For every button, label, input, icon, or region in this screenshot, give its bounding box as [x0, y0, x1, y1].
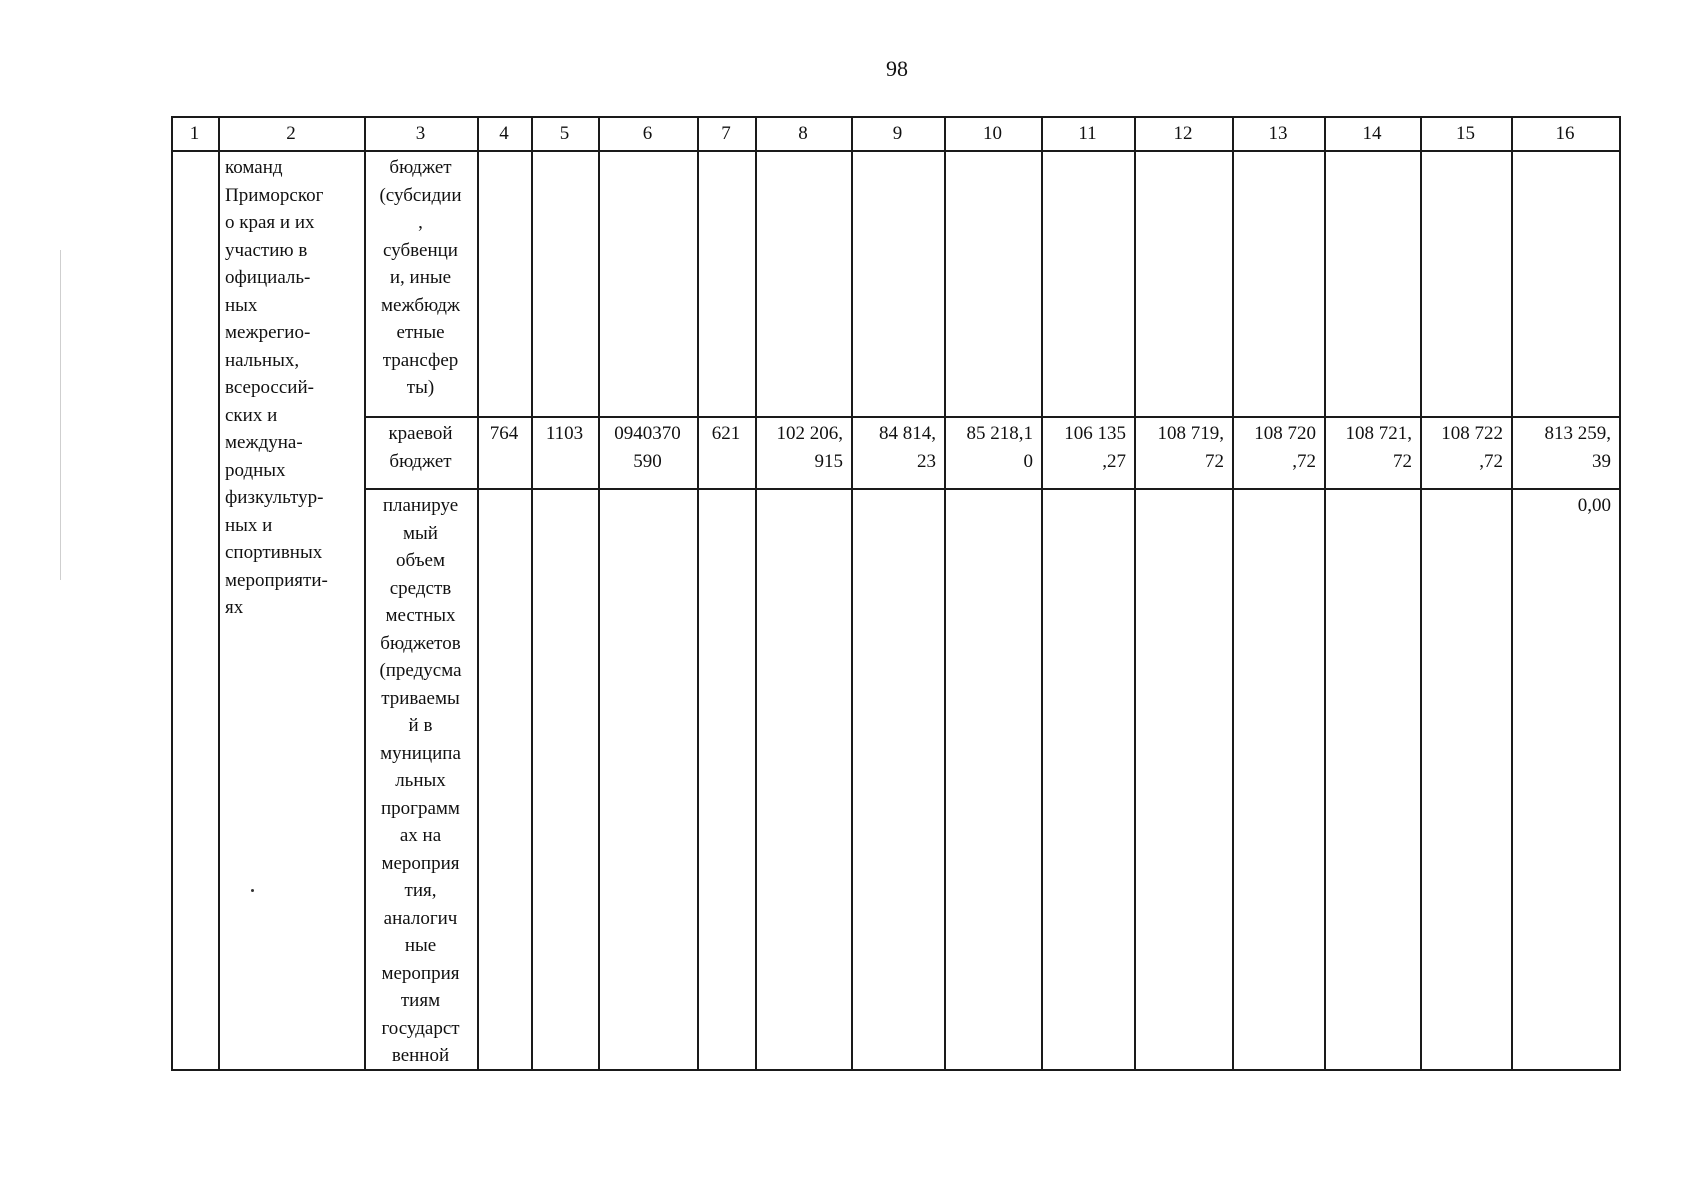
- header-col-16: 16: [1555, 123, 1575, 144]
- col-border-6: [697, 116, 699, 1071]
- cell-c11: 106 135 ,27: [1064, 423, 1126, 472]
- header-col-2: 2: [286, 123, 296, 144]
- header-col-9: 9: [892, 123, 903, 144]
- event-description: команд Приморског о края и их участию в официаль- ных межрегио- нальных, всероссий- ских и междуна- родных физкультур- ных и спортивных мероприяти- ях: [225, 157, 328, 618]
- funding-source-federal: бюджет (субсидии , субвенци и, иные межбюдж етные трансфер ты): [379, 157, 462, 398]
- col-border-5: [598, 116, 600, 1071]
- col-border-12: [1232, 116, 1234, 1071]
- cell-c8: 102 206, 915: [776, 423, 843, 472]
- col-border-15: [1511, 116, 1513, 1071]
- row-separator-2: [364, 488, 1621, 490]
- col-border-8: [851, 116, 853, 1071]
- header-col-1: 1: [189, 123, 200, 144]
- header-col-5: 5: [559, 123, 570, 144]
- cell-c6: 0940370 590: [614, 423, 681, 472]
- scan-speck: [251, 889, 254, 892]
- header-col-11: 11: [1078, 123, 1097, 144]
- scan-margin-line: [60, 250, 61, 580]
- header-col-14: 14: [1362, 123, 1382, 144]
- cell-local-c16: 0,00: [1577, 495, 1611, 516]
- cell-c15: 108 722 ,72: [1441, 423, 1503, 472]
- col-border-4: [531, 116, 533, 1071]
- col-border-14: [1420, 116, 1422, 1071]
- cell-c5: 1103: [545, 423, 584, 444]
- col-border-13: [1324, 116, 1326, 1071]
- header-col-12: 12: [1173, 123, 1193, 144]
- header-col-4: 4: [499, 123, 509, 144]
- header-col-6: 6: [642, 123, 653, 144]
- header-col-13: 13: [1268, 123, 1288, 144]
- header-col-7: 7: [721, 123, 731, 144]
- col-border-1: [218, 116, 220, 1071]
- row-separator-1: [364, 416, 1621, 418]
- funding-source-regional: краевой бюджет: [388, 423, 453, 472]
- header-col-3: 3: [415, 123, 426, 144]
- funding-source-local: планируе мый объем средств местных бюджетов (предусма триваемы й в муниципа льных программ ах на мероприя тия, аналогич ные мероприя тиям государст венной: [379, 495, 462, 1066]
- col-border-7: [755, 116, 757, 1071]
- header-col-8: 8: [798, 123, 808, 144]
- cell-c12: 108 719, 72: [1157, 423, 1224, 472]
- cell-c7: 621: [711, 423, 741, 444]
- cell-c16: 813 259, 39: [1544, 423, 1611, 472]
- col-border-11: [1134, 116, 1136, 1071]
- cell-c4: 764: [489, 423, 519, 444]
- col-border-9: [944, 116, 946, 1071]
- cell-c14: 108 721, 72: [1345, 423, 1412, 472]
- header-col-15: 15: [1456, 123, 1475, 144]
- cell-c10: 85 218,1 0: [966, 423, 1033, 472]
- cell-c9: 84 814, 23: [879, 423, 936, 472]
- col-border-0: [171, 116, 173, 1071]
- cell-c13: 108 720 ,72: [1254, 423, 1316, 472]
- header-col-10: 10: [983, 123, 1002, 144]
- col-border-10: [1041, 116, 1043, 1071]
- col-border-16: [1619, 116, 1621, 1071]
- header-bottom-border: [171, 150, 1621, 152]
- col-border-3: [477, 116, 479, 1071]
- page-number: 98: [886, 56, 908, 81]
- budget-table: [171, 116, 1621, 1070]
